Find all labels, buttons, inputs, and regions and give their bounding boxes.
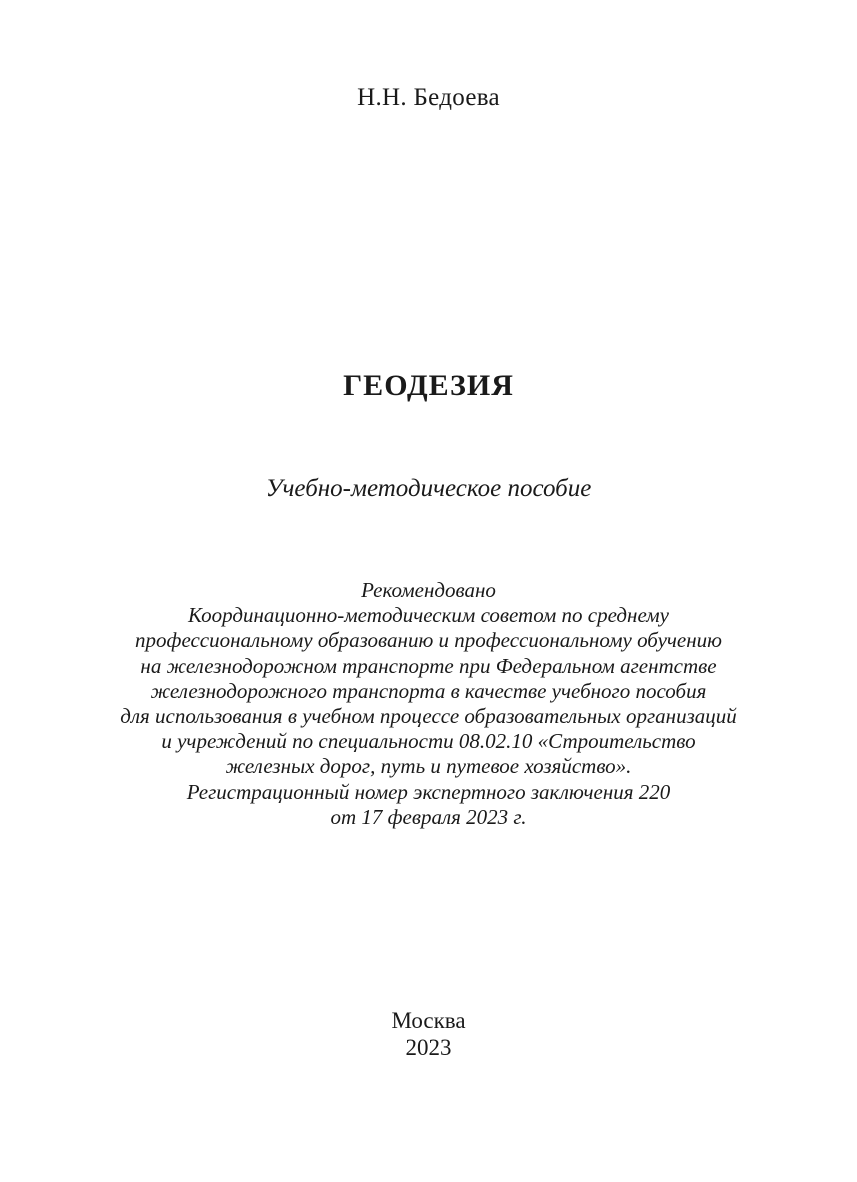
recommendation-line: от 17 февраля 2023 г. [330, 804, 527, 829]
imprint-year: 2023 [405, 1035, 452, 1060]
recommendation-line: профессиональному образованию и профессиональному обучению [135, 628, 722, 653]
recommendation-line: железных дорог, путь и путевое хозяйство». [225, 754, 632, 779]
book-title: ГЕОДЕЗИЯ [343, 369, 514, 402]
book-subtitle: Учебно-методическое пособие [265, 475, 592, 502]
recommendation-line: и учреждений по специальности 08.02.10 «Строительство [161, 729, 696, 754]
author-name: Н.Н. Бедоева [357, 84, 500, 111]
imprint-city: Москва [391, 1008, 466, 1033]
recommendation-block [0, 578, 857, 830]
recommendation-line: железнодорожного транспорта в качестве учебного пособия [150, 678, 707, 703]
recommendation-line: Координационно-методическим советом по среднему [188, 603, 669, 628]
recommendation-line: на железнодорожном транспорте при Федеральном агентстве [140, 653, 717, 678]
recommendation-line: Регистрационный номер экспертного заключения 220 [186, 779, 671, 804]
recommendation-line: для использования в учебном процессе образовательных организаций [120, 704, 737, 729]
recommendation-line: Рекомендовано [361, 578, 496, 602]
